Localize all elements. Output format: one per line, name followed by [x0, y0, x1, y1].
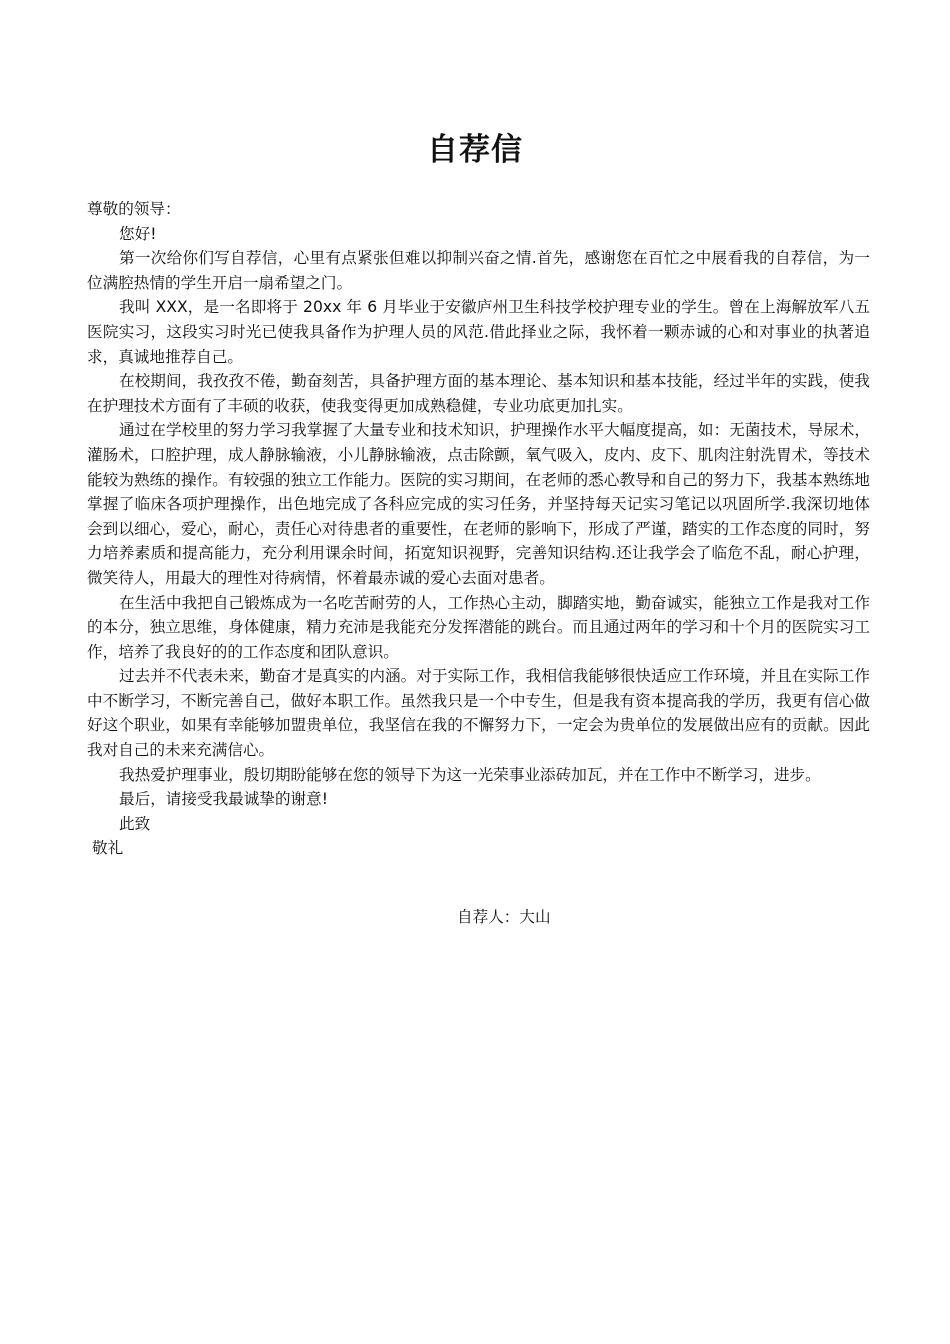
paragraph-future: 过去并不代表未来，勤奋才是真实的内涵。对于实际工作，我相信我能够很快适应工作环境，并且在实际工作中不断学习，不断完善自己，做好本职工作。虽然我只是一个中专生，但是我有资本提高我的学历，我更有信心做好这个职业，如果有幸能够加盟贵单位，我坚信在我的不懈努力下，一定会为贵单位的发展做出应有的贡献。因此我对自己的未来充满信心。 [87, 667, 870, 760]
paragraph-school: 在校期间，我孜孜不倦，勤奋刻苦，具备护理方面的基本理论、基本知识和基本技能，经过半年的实践，使我在护理技术方面有了丰硕的收获，使我变得更加成熟稳健，专业功底更加扎实。 [87, 372, 870, 415]
closing: 此致 [119, 814, 151, 833]
document-title: 自荐信 [427, 132, 523, 168]
paragraph-self-introduction: 我叫 XXX，是一名即将于 20xx 年 6 月毕业于安徽庐州卫生科技学校护理专业的学生。曾在上海解放军八五医院实习，这段实习时光已使我具备作为护理人员的风范.借此择业之际，我怀着一颗赤诚的心和对事业的执著追求，真诚地推荐自己。 [87, 298, 870, 366]
letter-body [87, 197, 870, 861]
paragraph-skills: 通过在学校里的努力学习我掌握了大量专业和技术知识，护理操作水平大幅度提高，如：无菌技术，导尿术，灌肠术，口腔护理，成人静脉输液，小儿静脉输液，点击除颤，氧气吸入，皮内、皮下、肌肉注射洗胃术，等技术能较为熟练的操作。有较强的独立工作能力。医院的实习期间，在老师的悉心教导和自己的努力下，我基本熟练地掌握了临床各项护理操作，出色地完成了各科应完成的实习任务，并坚持每天记实习笔记以巩固所学.我深切地体会到以细心，爱心，耐心，责任心对待患者的重要性，在老师的影响下，形成了严谨，踏实的工作态度的同时，努力培养素质和提高能力，充分利用课余时间，拓宽知识视野，完善知识结构.还让我学会了临危不乱，耐心护理，微笑待人，用最大的理性对待病情，怀着最赤诚的爱心去面对患者。 [87, 421, 870, 587]
signature: 自荐人：大山 [457, 908, 551, 926]
greeting: 您好! [119, 224, 157, 243]
paragraph-life: 在生活中我把自己锻炼成为一名吃苦耐劳的人，工作热心主动，脚踏实地，勤奋诚实，能独立工作是我对工作的本分，独立思维，身体健康，精力充沛是我能充分发挥潜能的跳台。而且通过两年的学习和十个月的医院实习工作，培养了我良好的的工作态度和团队意识。 [87, 593, 870, 661]
salutation: 尊敬的领导： [87, 200, 181, 218]
regards: 敬礼 [92, 839, 124, 858]
paragraph-passion: 我热爱护理事业，殷切期盼能够在您的领导下为这一光荣事业添砖加瓦，并在工作中不断学习，进步。 [119, 765, 821, 784]
paragraph-intro: 第一次给你们写自荐信，心里有点紧张但难以抑制兴奋之情.首先，感谢您在百忙之中展看我的自荐信，为一位满腔热情的学生开启一扇希望之门。 [87, 249, 870, 292]
paragraph-thanks: 最后，请接受我最诚挚的谢意! [119, 790, 328, 809]
